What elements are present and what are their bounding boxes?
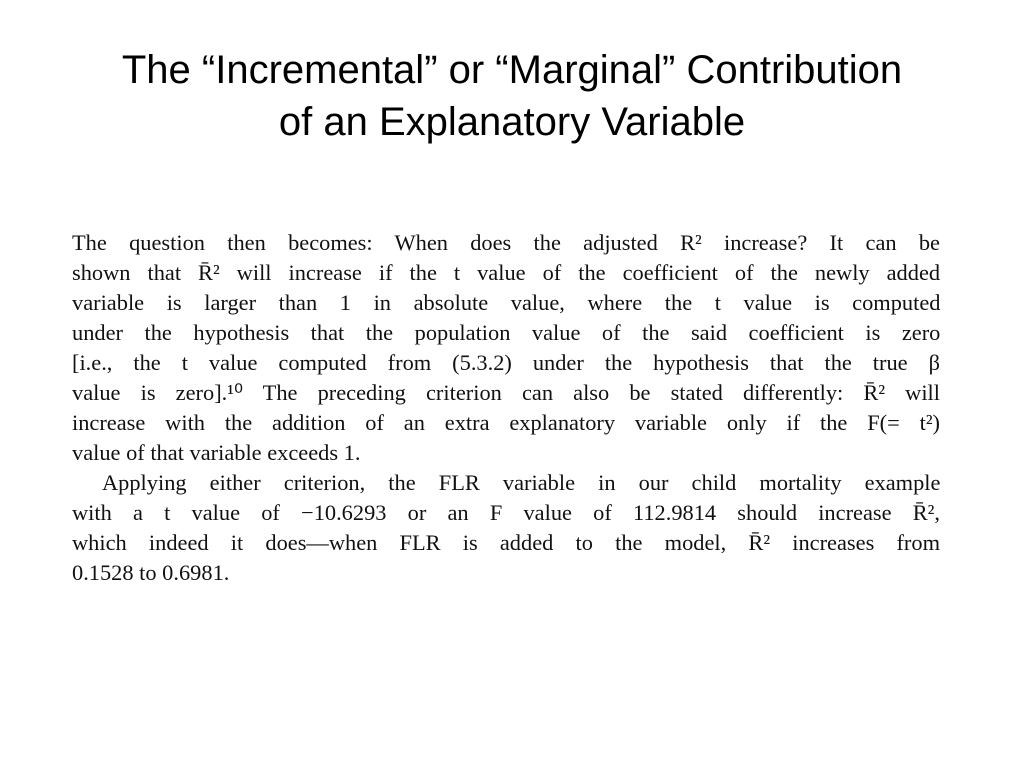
excerpt-line: shown that R̄² will increase if the t value of the coefficient of the newly added — [72, 260, 941, 285]
slide-title-line-1: The “Incremental” or “Marginal” Contribution — [121, 48, 903, 92]
excerpt-line: value is zero].¹⁰ The preceding criterion can also be stated differently: R̄² will — [72, 380, 940, 405]
excerpt-line: 0.1528 to 0.6981. — [72, 560, 230, 585]
excerpt-line: with a t value of −10.6293 or an F value of 112.9814 should increase R̄², — [72, 500, 940, 525]
excerpt-line: which indeed it does—when FLR is added to the model, R̄² increases from — [72, 530, 940, 555]
excerpt-line: under the hypothesis that the population value of the said coefficient is zero — [72, 320, 941, 345]
excerpt-line: value of that variable exceeds 1. — [72, 440, 361, 465]
textbook-excerpt — [72, 228, 940, 588]
slide-title-line-2: of an Explanatory Variable — [278, 100, 746, 144]
excerpt-line: Applying either criterion, the FLR variable in our child mortality example — [102, 470, 941, 495]
excerpt-line: The question then becomes: When does the adjusted R² increase? It can be — [72, 230, 940, 255]
excerpt-line: increase with the addition of an extra explanatory variable only if the F(= t²) — [72, 410, 940, 435]
excerpt-line: [i.e., the t value computed from (5.3.2) under the hypothesis that the true β — [72, 350, 940, 375]
excerpt-line: variable is larger than 1 in absolute value, where the t value is computed — [72, 290, 941, 315]
slide-title — [40, 44, 984, 148]
